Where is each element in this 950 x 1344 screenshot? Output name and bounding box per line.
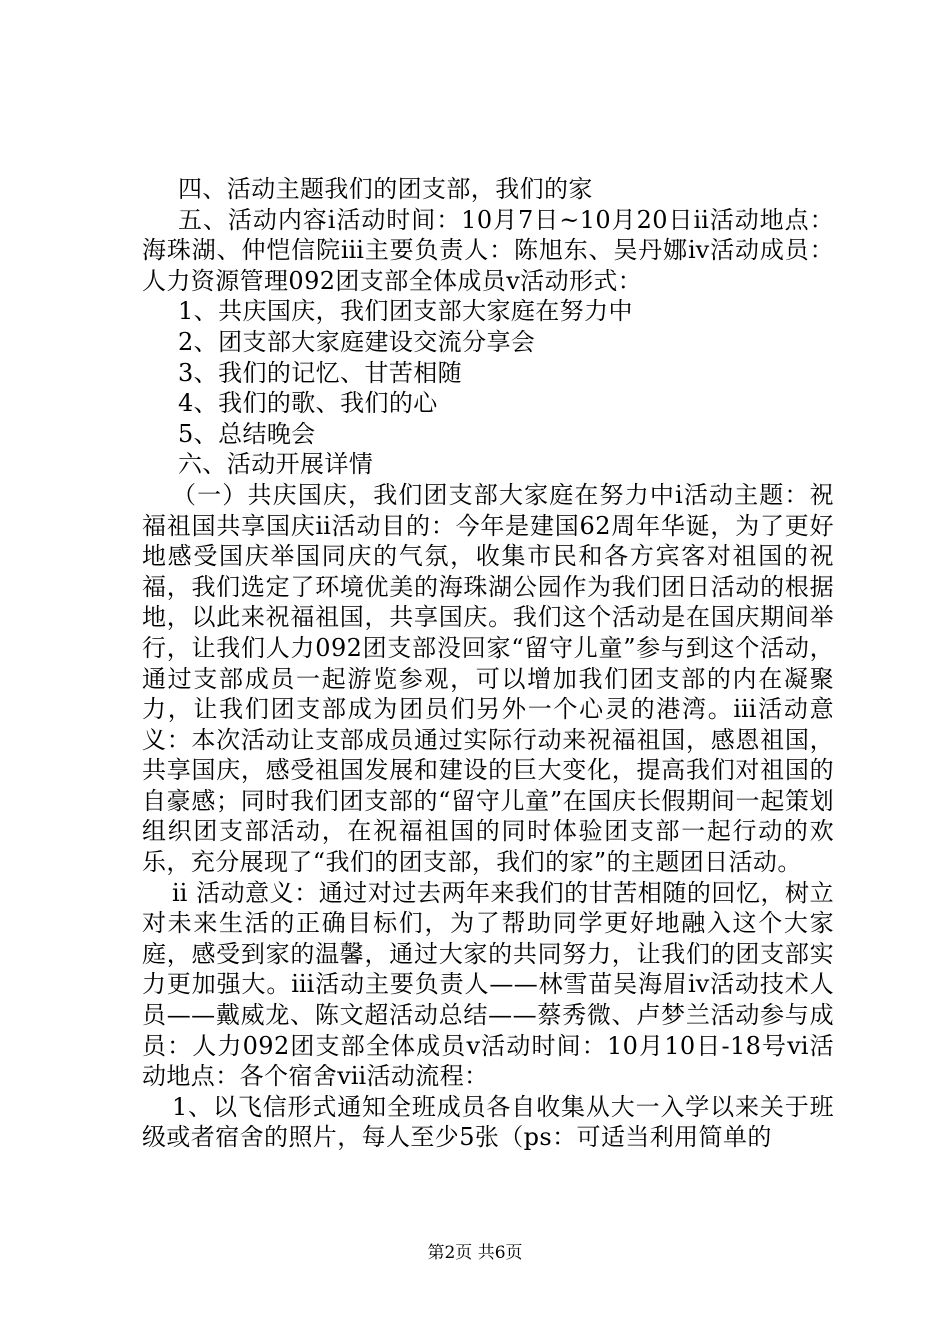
list-item: 5、总结晚会: [178, 419, 316, 448]
list-item: 2、团支部大家庭建设交流分享会: [178, 327, 536, 356]
list-item: 3、我们的记忆、甘苦相随: [178, 358, 463, 387]
section-heading-details: 六、活动开展详情: [178, 450, 374, 479]
body-paragraph: 1、以飞信形式通知全班成员各自收集从大一入学以来关于班级或者宿舍的照片，每人至少5张（ps：可适当利用简单的: [142, 1092, 834, 1152]
page-footer: 第2页 共6页: [427, 1243, 523, 1263]
list-item: 4、我们的歌、我们的心: [178, 389, 438, 418]
body-paragraph: ⅱ 活动意义：通过对过去两年来我们的甘苦相随的回忆，树立对未来生活的正确目标们，为了帮助同学更好地融入这个大家庭，感受到家的温馨，通过大家的共同努力，让我们的团支部实力更加强大。ⅲ活动主要负责人——林雪苗吴海眉ⅳ活动技术人员——戴威龙、陈文超活动总结——蔡秀微、卢梦兰活动参与成员：人力092团支部全体成员ⅴ活动时间：10月10日-18号ⅵ活动地点：各个宿舍ⅶ活动流程：: [142, 878, 834, 1091]
body-paragraph: （一）共庆国庆，我们团支部大家庭在努力中ⅰ活动主题：祝福祖国共享国庆ⅱ活动目的：今年是建国62周年华诞，为了更好地感受国庆举国同庆的气氛，收集市民和各方宾客对祖国的祝福，我们选定了环境优美的海珠湖公园作为我们团日活动的根据地，以此来祝福祖国，共享国庆。我们这个活动是在国庆期间举行，让我们人力092团支部没回家“留守儿童”参与到这个活动，通过支部成员一起游览参观，可以增加我们团支部的内在凝聚力，让我们团支部成为团员们另外一个心灵的港湾。ⅲ活动意义：本次活动让支部成员通过实际行动来祝福祖国，感恩祖国，共享国庆，感受祖国发展和建设的巨大变化，提高我们对祖国的自豪感；同时我们团支部的“留守儿童”在国庆长假期间一起策划组织团支部活动，在祝福祖国的同时体验团支部一起行动的欢乐，充分展现了“我们的团支部，我们的家”的主题团日活动。: [142, 480, 834, 877]
document-body: [142, 174, 834, 1153]
section-activity-content: 五、活动内容ⅰ活动时间：10月7日~10月20日ⅱ活动地点：海珠湖、仲恺信院ⅲ主要负责人：陈旭东、吴丹娜ⅳ活动成员：人力资源管理092团支部全体成员ⅴ活动形式：: [142, 205, 834, 295]
section-heading-theme: 四、活动主题我们的团支部，我们的家: [178, 175, 593, 203]
list-item: 1、共庆国庆，我们团支部大家庭在努力中: [178, 297, 633, 326]
